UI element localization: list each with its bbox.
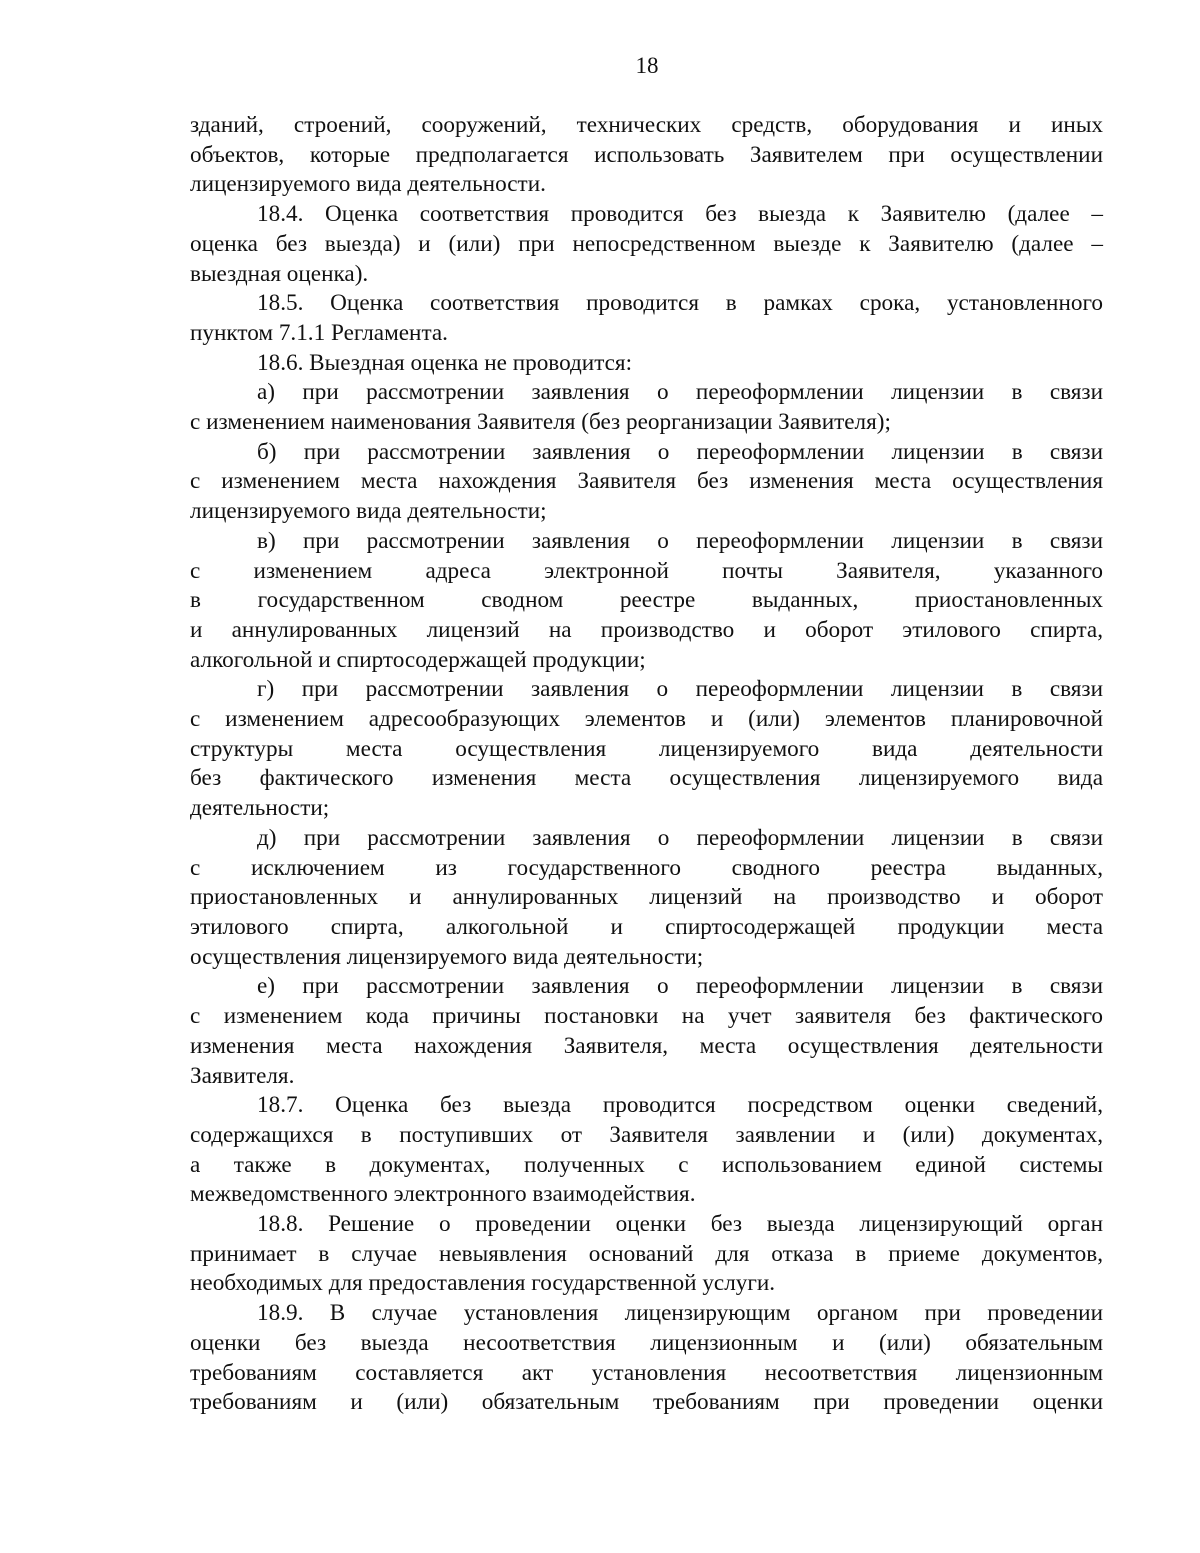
text-line: 18.5. Оценка соответствия проводится в рамках срока, установленного xyxy=(257,290,1103,317)
text-line: осуществления лицензируемого вида деятельности; xyxy=(190,943,704,970)
text-line: необходимых для предоставления государственной услуги. xyxy=(190,1270,776,1297)
text-line: структуры места осуществления лицензируемого вида деятельности xyxy=(190,735,1103,762)
paragraph xyxy=(190,438,1103,527)
text-line: выездная оценка). xyxy=(190,260,369,287)
text-line: а) при рассмотрении заявления о переоформлении лицензии в связи xyxy=(257,379,1103,406)
text-line: 18.7. Оценка без выезда проводится посредством оценки сведений, xyxy=(257,1092,1103,1119)
text-line: требованиям составляется акт установления несоответствия лицензионным xyxy=(190,1359,1103,1386)
text-line: в) при рассмотрении заявления о переоформлении лицензии в связи xyxy=(257,527,1103,554)
text-line: 18.9. В случае установления лицензирующим органом при проведении xyxy=(257,1300,1103,1327)
paragraph xyxy=(190,289,1103,348)
text-line: 18.4. Оценка соответствия проводится без выезда к Заявителю (далее – xyxy=(257,201,1103,228)
text-line: е) при рассмотрении заявления о переоформлении лицензии в связи xyxy=(257,973,1103,1000)
text-line: в государственном сводном реестре выданных, приостановленных xyxy=(190,587,1103,614)
paragraph xyxy=(190,972,1103,1091)
text-line: Заявителя. xyxy=(190,1062,295,1089)
text-line: лицензируемого вида деятельности; xyxy=(190,498,547,525)
text-line: изменения места нахождения Заявителя, места осуществления деятельности xyxy=(190,1032,1103,1059)
text-line: 18.8. Решение о проведении оценки без выезда лицензирующий орган xyxy=(257,1211,1103,1238)
text-line: с изменением кода причины постановки на учет заявителя без фактического xyxy=(190,1003,1103,1030)
text-line: межведомственного электронного взаимодействия. xyxy=(190,1181,696,1208)
text-line: б) при рассмотрении заявления о переоформлении лицензии в связи xyxy=(257,438,1103,465)
paragraph xyxy=(190,1091,1103,1210)
page-number: 18 xyxy=(635,53,659,78)
text-line: деятельности; xyxy=(190,795,330,822)
text-line: алкогольной и спиртосодержащей продукции; xyxy=(190,646,646,673)
paragraph xyxy=(190,527,1103,676)
text-line: и аннулированных лицензий на производство и оборот этилового спирта, xyxy=(190,616,1103,643)
paragraph xyxy=(190,1210,1103,1299)
text-line: г) при рассмотрении заявления о переоформлении лицензии в связи xyxy=(257,676,1103,703)
text-line: с изменением наименования Заявителя (без реорганизации Заявителя); xyxy=(190,409,891,436)
paragraph xyxy=(190,349,1103,379)
text-line: оценка без выезда) и (или) при непосредственном выезде к Заявителю (далее – xyxy=(190,230,1103,257)
text-line: принимает в случае невыявления оснований для отказа в приеме документов, xyxy=(190,1240,1103,1267)
text-line: зданий, строений, сооружений, технических средств, оборудования и иных xyxy=(190,112,1103,138)
text-line: пунктом 7.1.1 Регламента. xyxy=(190,319,448,346)
text-line: требованиям и (или) обязательным требованиям при проведении оценки xyxy=(190,1389,1103,1416)
paragraph xyxy=(190,200,1103,289)
text-line: приостановленных и аннулированных лицензий на производство и оборот xyxy=(190,884,1103,911)
text-line: содержащихся в поступивших от Заявителя заявлении и (или) документах, xyxy=(190,1121,1103,1148)
text-line: с изменением адресообразующих элементов и (или) элементов планировочной xyxy=(190,706,1103,733)
text-line: 18.6. Выездная оценка не проводится: xyxy=(257,349,633,376)
document-body xyxy=(190,111,1103,1418)
text-line: д) при рассмотрении заявления о переоформлении лицензии в связи xyxy=(257,824,1103,851)
text-line: с изменением адреса электронной почты Заявителя, указанного xyxy=(190,557,1103,584)
text-line: объектов, которые предполагается использовать Заявителем при осуществлении xyxy=(190,141,1103,168)
paragraph xyxy=(190,824,1103,973)
paragraph xyxy=(190,111,1103,200)
text-line: этилового спирта, алкогольной и спиртосодержащей продукции места xyxy=(190,913,1103,940)
text-line: без фактического изменения места осуществления лицензируемого вида xyxy=(190,765,1103,792)
text-line: оценки без выезда несоответствия лицензионным и (или) обязательным xyxy=(190,1329,1103,1356)
paragraph xyxy=(190,1299,1103,1418)
text-line: лицензируемого вида деятельности. xyxy=(190,171,546,198)
text-line: а также в документах, полученных с использованием единой системы xyxy=(190,1151,1103,1178)
paragraph xyxy=(190,378,1103,437)
text-line: с изменением места нахождения Заявителя без изменения места осуществления xyxy=(190,468,1103,495)
paragraph xyxy=(190,675,1103,824)
text-line: с исключением из государственного сводного реестра выданных, xyxy=(190,854,1103,881)
